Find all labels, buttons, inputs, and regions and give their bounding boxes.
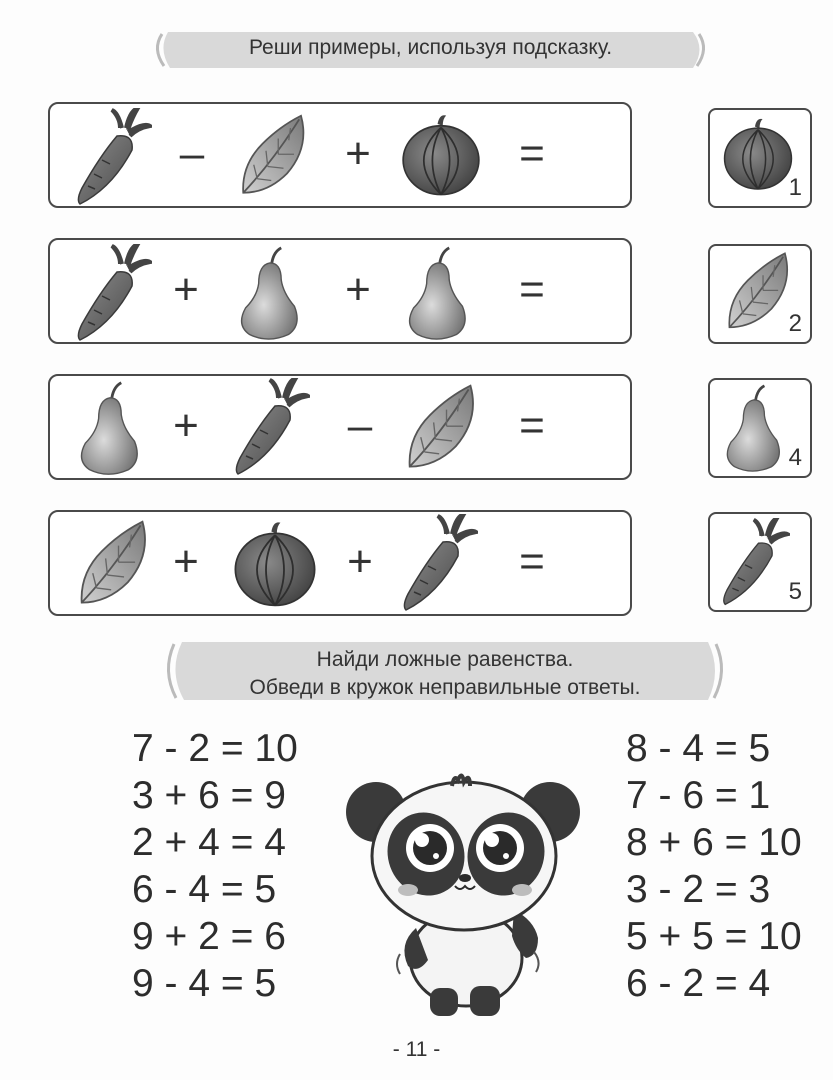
minus-sign: –	[347, 401, 373, 450]
carrot-icon	[72, 108, 152, 208]
pumpkin-icon	[230, 518, 320, 610]
instruction-line-2: Обведи в кружок неправильные ответы.	[249, 676, 641, 699]
minus-sign: –	[179, 129, 205, 178]
equation-row-1	[48, 102, 632, 208]
panda-illustration	[338, 760, 588, 1022]
page-number: - 11 -	[392, 1038, 441, 1061]
plus-sign: +	[173, 401, 199, 450]
carrot-icon	[398, 514, 478, 614]
equation-row-2	[48, 238, 632, 344]
key-value: 4	[788, 444, 802, 471]
plus-sign: +	[173, 265, 199, 314]
key-box-2	[708, 244, 812, 344]
key-box-3	[708, 378, 812, 478]
equals-sign: =	[519, 129, 545, 178]
key-value: 1	[788, 174, 802, 201]
key-box-4	[708, 512, 812, 612]
plus-sign: +	[347, 537, 373, 586]
equation[interactable]: 6 - 4 = 5	[132, 868, 277, 911]
instruction-banner-1	[148, 24, 713, 74]
instruction-text	[160, 646, 730, 702]
leaf-icon	[404, 382, 478, 474]
carrot-icon	[230, 378, 310, 478]
leaf-icon	[238, 112, 308, 200]
equation-row-3	[48, 374, 632, 480]
carrot-icon	[72, 244, 152, 344]
equation[interactable]: 3 + 6 = 9	[132, 774, 286, 817]
carrot-icon	[718, 518, 790, 608]
equation-row-4	[48, 510, 632, 616]
right-equations	[626, 725, 802, 1007]
key-value: 2	[788, 310, 802, 337]
pear-icon	[722, 384, 784, 472]
equation[interactable]: 7 - 2 = 10	[132, 727, 298, 770]
equals-sign: =	[519, 401, 545, 450]
pumpkin-icon	[720, 116, 796, 192]
equation[interactable]: 2 + 4 = 4	[132, 821, 286, 864]
equation[interactable]: 9 + 2 = 6	[132, 915, 286, 958]
equation[interactable]: 3 - 2 = 3	[626, 868, 771, 911]
instruction-banner-2	[160, 636, 730, 706]
key-value: 5	[788, 578, 802, 605]
pumpkin-icon	[398, 112, 484, 198]
plus-sign: +	[173, 537, 199, 586]
equation[interactable]: 7 - 6 = 1	[626, 774, 771, 817]
plus-sign: +	[345, 129, 371, 178]
equation[interactable]: 9 - 4 = 5	[132, 962, 277, 1005]
leaf-icon	[76, 518, 150, 610]
pear-icon	[404, 246, 470, 340]
equation[interactable]: 8 - 4 = 5	[626, 727, 771, 770]
equals-sign: =	[519, 537, 545, 586]
equation[interactable]: 8 + 6 = 10	[626, 821, 802, 864]
pear-icon	[76, 380, 142, 476]
equals-sign: =	[519, 265, 545, 314]
key-box-1	[708, 108, 812, 208]
equation[interactable]: 5 + 5 = 10	[626, 915, 802, 958]
leaf-icon	[718, 250, 798, 334]
pear-icon	[236, 246, 302, 340]
instruction-line-1: Найди ложные равенства.	[316, 648, 574, 671]
plus-sign: +	[345, 265, 371, 314]
equation[interactable]: 6 - 2 = 4	[626, 962, 771, 1005]
instruction-text: Реши примеры, используя подсказку.	[248, 36, 613, 59]
left-equations	[132, 725, 298, 1007]
